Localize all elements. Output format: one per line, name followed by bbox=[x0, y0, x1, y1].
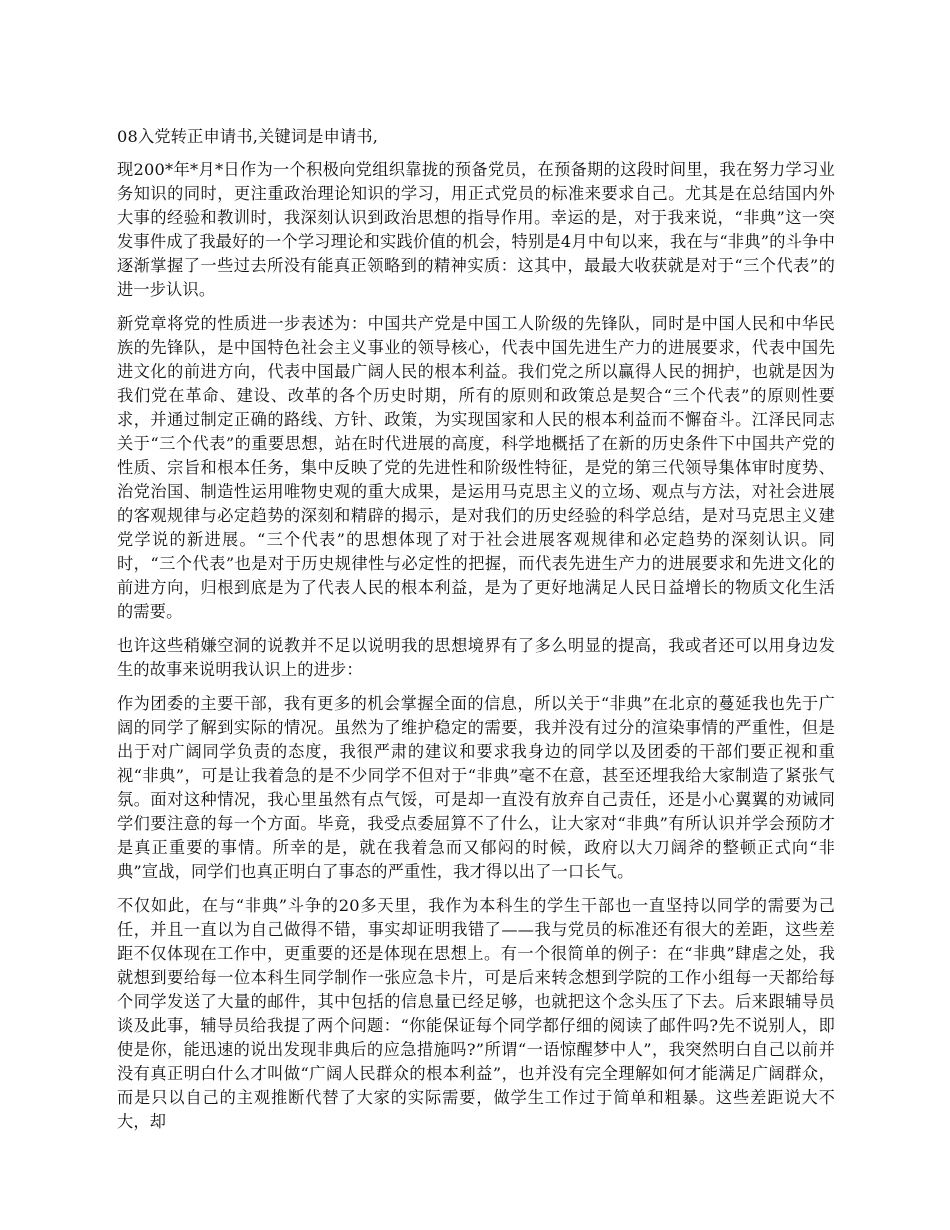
paragraph-youth-league-story: 作为团委的主要干部，我有更多的机会掌握全面的信息，所以关于“非典”在北京的蔓延我也先于广阔的同学了解到实际的情况。虽然为了维护稳定的需要，我并没有过分的渲染事情的严重性，但是出于对广阔同学负责的态度，我很严肃的建议和要求我身边的同学以及团委的干部们要正视和重视“非典”，可是让我着急的是不少同学不但对于“非典”毫不在意，甚至还埋我给大家制造了紧张气氛。面对这种情况，我心里虽然有点气馁，可是却一直没有放弃自己责任，还是小心翼翼的劝诫同学们要注意的每一个方面。毕竟，我受点委屈算不了什么，让大家对“非典”有所认识并学会预防才是真正重要的事情。所幸的是，就在我着急而又郁闷的时候，政府以大刀阔斧的整顿正式向“非典”宣战，同学们也真正明白了事态的严重性，我才得以出了一口长气。 bbox=[117, 694, 835, 881]
paragraph-self-reflection: 不仅如此，在与“非典”斗争的20多天里，我作为本科生的学生干部也一直坚持以同学的需要为己任，并且一直以为自己做得不错，事实却证明我错了——我与党员的标准还有很大的差距，这些差距不仅体现在工作中，更重要的还是体现在思想上。有一个很简单的例子：在“非典”肆虐之处，我就想到要给每一位本科生同学制作一张应急卡片，可是后来转念想到学院的工作小组每一天都给每个同学发送了大量的邮件，其中包括的信息量已经足够，也就把这个念头压了下去。后来跟辅导员谈及此事，辅导员给我提了两个问题：“你能保证每个同学都仔细的阅读了邮件吗?先不说别人，即使是你，能迅速的说出发现非典后的应急措施吗?”所谓“一语惊醒梦中人”，我突然明白自己以前并没有真正明白什么才叫做“广阔人民群众的根本利益”，也并没有完全理解如何才能满足广阔群众，而是只以自己的主观推断代替了大家的实际需要，做学生工作过于简单和粗暴。这些差距说大不大，却 bbox=[117, 896, 835, 1131]
paragraph-transition: 也许这些稍嫌空洞的说教并不足以说明我的思想境界有了多么明显的提高，我或者还可以用身边发生的故事来说明我认识上的进步： bbox=[117, 636, 835, 679]
document-title: 08入党转正申请书,关键词是申请书, bbox=[117, 127, 379, 146]
paragraph-probation-intro: 现200*年*月*日作为一个积极向党组织靠拢的预备党员，在预备期的这段时间里，我在努力学习业务知识的同时，更注重政治理论知识的学习，用正式党员的标准来要求自己。尤其是在总结国内外大事的经验和教训时，我深刻认识到政治思想的指导作用。幸运的是，对于我来说，“非典”这一突发事件成了我最好的一个学习理论和实践价值的机会，特别是4月中旬以来，我在与“非典”的斗争中逐渐掌握了一些过去所没有能真正领略到的精神实质：这其中，最最大收获就是对于“三个代表”的进一步认识。 bbox=[117, 160, 835, 299]
document-body bbox=[117, 125, 835, 1144]
paragraph-party-nature: 新党章将党的性质进一步表述为：中国共产党是中国工人阶级的先锋队，同时是中国人民和中华民族的先锋队，是中国特色社会主义事业的领导核心，代表中国先进生产力的进展要求，代表中国先进文化的前进方向，代表中国最广阔人民的根本利益。我们党之所以赢得人民的拥护，也就是因为我们党在革命、建设、改革的各个历史时期，所有的原则和政策总是契合“三个代表”的原则性要求，并通过制定正确的路线、方针、政策，为实现国家和人民的根本利益而不懈奋斗。江泽民同志关于“三个代表”的重要思想，站在时代进展的高度，科学地概括了在新的历史条件下中国共产党的性质、宗旨和根本任务，集中反映了党的先进性和阶级性特征，是党的第三代领导集体审时度势、治党治国、制造性运用唯物史观的重大成果，是运用马克思主义的立场、观点与方法，对社会进展的客观规律与必定趋势的深刻和精辟的揭示，是对我们的历史经验的科学总结，是对马克思主义建党学说的新进展。“三个代表”的思想体现了对于社会进展客观规律和必定趋势的深刻认识。同时，“三个代表”也是对于历史规律性与必定性的把握，而代表先进生产力的进展要求和先进文化的前进方向，归根到底是为了代表人民的根本利益，是为了更好地满足人民日益增长的物质文化生活的需要。 bbox=[117, 314, 835, 621]
